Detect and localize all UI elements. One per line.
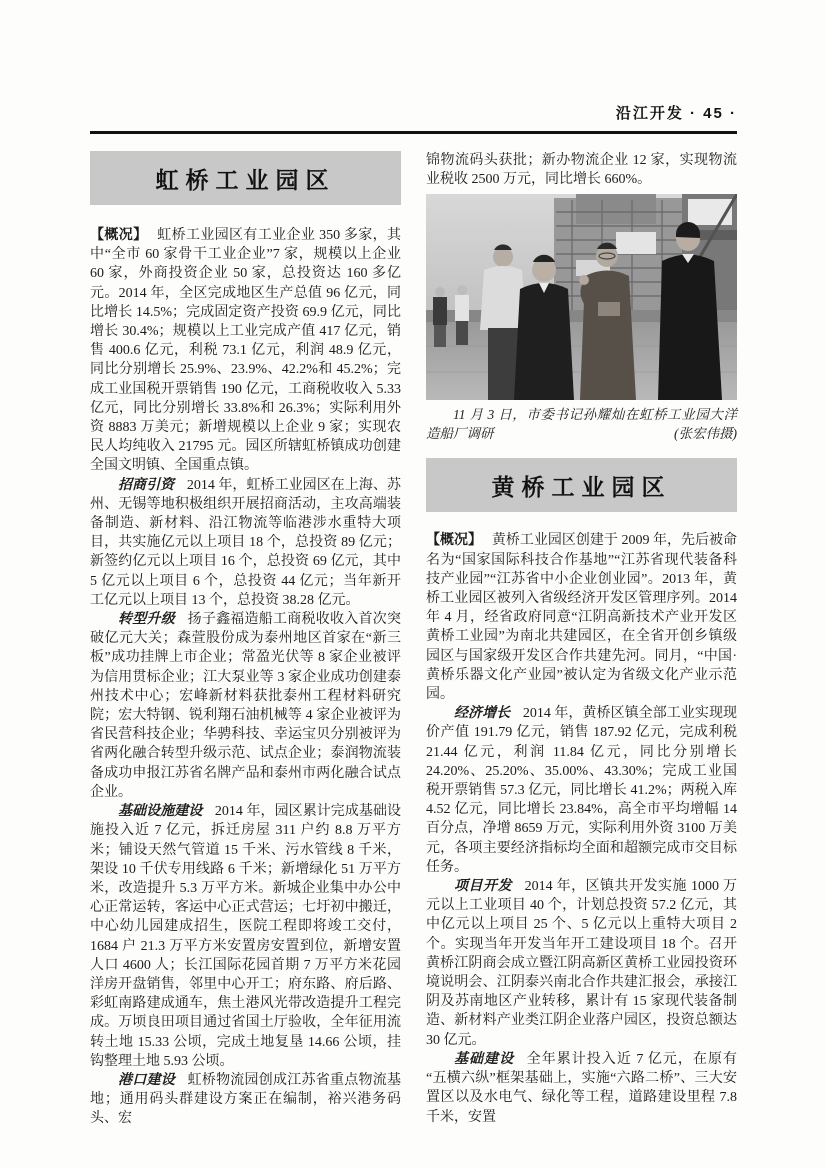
paragraph-text: 2014 年，黄桥区镇全部工业实现现价产值 191.79 亿元，销售 187.92 亿元，完成利税 21.44 亿元，利润 11.84 亿元，同比分别增长 24.20%、25.20%、35.00%、43.30%；完成工业国税开票销售 57.3 亿元，同比增长 41.2%；两税入库 4.52 亿元，同比增长 23.84%，高全市平均增幅 14 百分点，净增 8659 万元，实际利用外资 3100 万美元，各项主要经济指标均全面和超额完成市交目标任务。 bbox=[426, 706, 738, 875]
paragraph-text: 2014 年，区镇共开发实施 1000 万元以上工业项目 40 个，计划总投资 57.2 亿元，其中亿元以上项目 25 个、5 亿元以上重特大项目 2 个。实现当年开发当年开工建设项目 18 个。召开黄桥江阴商会成立暨江阴高新区黄桥工业园投资环境说明会、江阴泰兴南北合作共建汇报会，承接江阴及苏南地区产业转移，累计有 15 家现代装备制造、新材料产业类江阴企业落户园区，投资总额达 30 亿元。 bbox=[426, 879, 738, 1048]
paragraph-text: 2014 年，虹桥工业园区在上海、苏州、无锡等地积极组织开展招商活动，主攻高端装备制造、新材料、沿江物流等临港涉水重特大项目，共实施亿元以上项目 18 个，总投资 89 亿元；新签约亿元以上项目 16 个，总投资 69 亿元，其中 5 亿元以上项目 6 个，总投资 44 亿元；当年新开工亿元以上项目 13 个，总投资 38.28 亿元。 bbox=[90, 477, 402, 608]
paragraph-text: 2014 年，园区累计完成基础设施投入近 7 亿元，拆迁房屋 311 户约 8.8 万平方米；铺设天然气管道 15 千米、污水管线 8 千米，架设 10 千伏专用线路 6 千米；新增绿化 51 万平方米，改造提升 5.3 万平方米。新城企业集中办公中心正常运转，客运中心正式营运；七圩初中搬迁，中心幼儿园建成招生，医院工程即将竣工交付，1684 户 21.3 万平方米安置房安置到位，新增安置人口 4600 人；长江国际花园首期 7 万平方米花园洋房开盘销售，邻里中心开工；府东路、府后路、彩虹南路建成通车，焦土港风光带改造提升工程完成。万顷良田项目通过省国土厅验收，全年征用流转土地 15.33 公顷，完成土地复垦 14.66 公顷，挂钩整理土地 5.93 公顷。 bbox=[90, 804, 402, 1069]
hongqiao-paragraph-infrastructure bbox=[90, 802, 401, 1071]
subhead-zhuanxing: 转型升级 bbox=[118, 612, 175, 628]
subhead-jingjizengzhang: 经济增长 bbox=[454, 706, 511, 722]
shipyard-photo-illustration bbox=[426, 194, 737, 400]
continuation-paragraph bbox=[426, 151, 737, 189]
section-title-huangqiao-label: 黄桥工业园区 bbox=[491, 473, 672, 500]
paragraph-text: 全年累计投入近 7 亿元，在原有“五横六纵”框架基础上，实施“六路二桥”、三大安置区以及水电气、绿化等工程，道路建设里程 7.8 千米，安置 bbox=[426, 1051, 738, 1125]
subhead-gangkou: 港口建设 bbox=[118, 1072, 175, 1088]
photo-credit: (张宏伟摄) bbox=[674, 426, 737, 442]
section-title-hongqiao-label: 虹桥工业园区 bbox=[155, 166, 336, 193]
photo-caption bbox=[426, 405, 737, 443]
running-head bbox=[90, 104, 737, 124]
hongqiao-paragraph-transformation bbox=[90, 610, 401, 802]
overview-text: 黄桥工业园区创建于 2009 年，先后被命名为“国家国际科技合作基地”“江苏省现代装备科技产业园”“江苏省中小企业创业园”。2013 年，黄桥工业园区被列入省级经济开发区管理序列。2014 年 4 月，经省政府同意“江阴高新技术产业开发区黄桥工业园”为南北共建园区，在全省开创乡镇级园区与国家级开发区合作共建先河。同月，“中国·黄桥乐器文化产业园”被认定为省级文化产业示范园。 bbox=[426, 533, 738, 703]
overview-label: 【概况】 bbox=[426, 531, 483, 548]
section-title-hongqiao bbox=[90, 151, 401, 205]
huangqiao-overview-paragraph bbox=[426, 530, 737, 704]
hongqiao-overview-paragraph bbox=[90, 225, 401, 476]
huangqiao-paragraph-projects bbox=[426, 877, 737, 1050]
subhead-zhaoshang: 招商引资 bbox=[118, 477, 175, 493]
section-title-huangqiao bbox=[426, 458, 737, 512]
photo-caption-text: 11 月 3 日，市委书记孙耀灿在虹桥工业园大洋造船厂调研 bbox=[426, 407, 737, 442]
left-column bbox=[90, 151, 401, 1129]
header-rule bbox=[90, 131, 737, 134]
subhead-jichusheshi: 基础设施建设 bbox=[118, 804, 203, 820]
right-column bbox=[426, 151, 737, 1129]
two-column-layout bbox=[90, 151, 737, 1129]
paragraph-text: 虹桥物流园创成江苏省重点物流基地；通用码头群建设方案正在编制，裕兴港务码头、宏 bbox=[90, 1072, 402, 1127]
huangqiao-paragraph-growth bbox=[426, 704, 737, 877]
running-head-text: 沿江开发 · 45 · bbox=[615, 105, 737, 122]
subhead-xiangmukaifa: 项目开发 bbox=[454, 879, 512, 895]
paragraph-text: 扬子鑫福造船工商税收收入首次突破亿元大关；森萱股份成为泰州地区首家在“新三板”成功挂牌上市企业；常盈光伏等 8 家企业被评为信用贯标企业；江大泵业等 3 家企业成功创建泰州技术中心；宏峰新材料获批泰州工程材料研究院；宏大特钢、锐利翔石油机械等 4 家企业被评为省民营科技企业；华骋科技、幸运宝贝分别被评为省两化融合转型升级示范、试点企业；泰润物流装备成功申报江苏省名牌产品和泰州市两化融合试点企业。 bbox=[90, 612, 402, 800]
overview-text: 虹桥工业园区有工业企业 350 多家，其中“全市 60 家骨干工业企业”7 家，规模以上企业 60 家，外商投资企业 50 家，总投资达 160 多亿元。2014 年，全区完成地区生产总值 96 亿元，同比增长 14.5%；完成固定资产投资 69.9 亿元，同比增长 30.4%；规模以上工业完成产值 417 亿元，销售 400.6 亿元，利税 73.1 亿元，利润 48.9 亿元，同比分别增长 25.9%、23.9%、42.2%和 45.2%；完成工业国税开票销售 190 亿元，工商税收收入 5.33 亿元，同比分别增长 33.8%和 26.3%；实际利用外资 8883 万美元；新增规模以上企业 9 家；实现农民人均纯收入 21795 元。园区所辖虹桥镇成功创建全国文明镇、全国重点镇。 bbox=[90, 228, 402, 474]
shipyard-photo bbox=[426, 194, 737, 400]
hongqiao-paragraph-port bbox=[90, 1071, 401, 1129]
raised-hand bbox=[579, 275, 589, 285]
subhead-jichujianshe: 基础建设 bbox=[454, 1051, 515, 1067]
huangqiao-paragraph-construction bbox=[426, 1050, 737, 1127]
hongqiao-paragraph-investment bbox=[90, 476, 401, 610]
overview-label: 【概况】 bbox=[90, 226, 148, 242]
continuation-text: 锦物流码头获批；新办物流企业 12 家，实现物流业税收 2500 万元，同比增长 660%。 bbox=[426, 153, 737, 188]
